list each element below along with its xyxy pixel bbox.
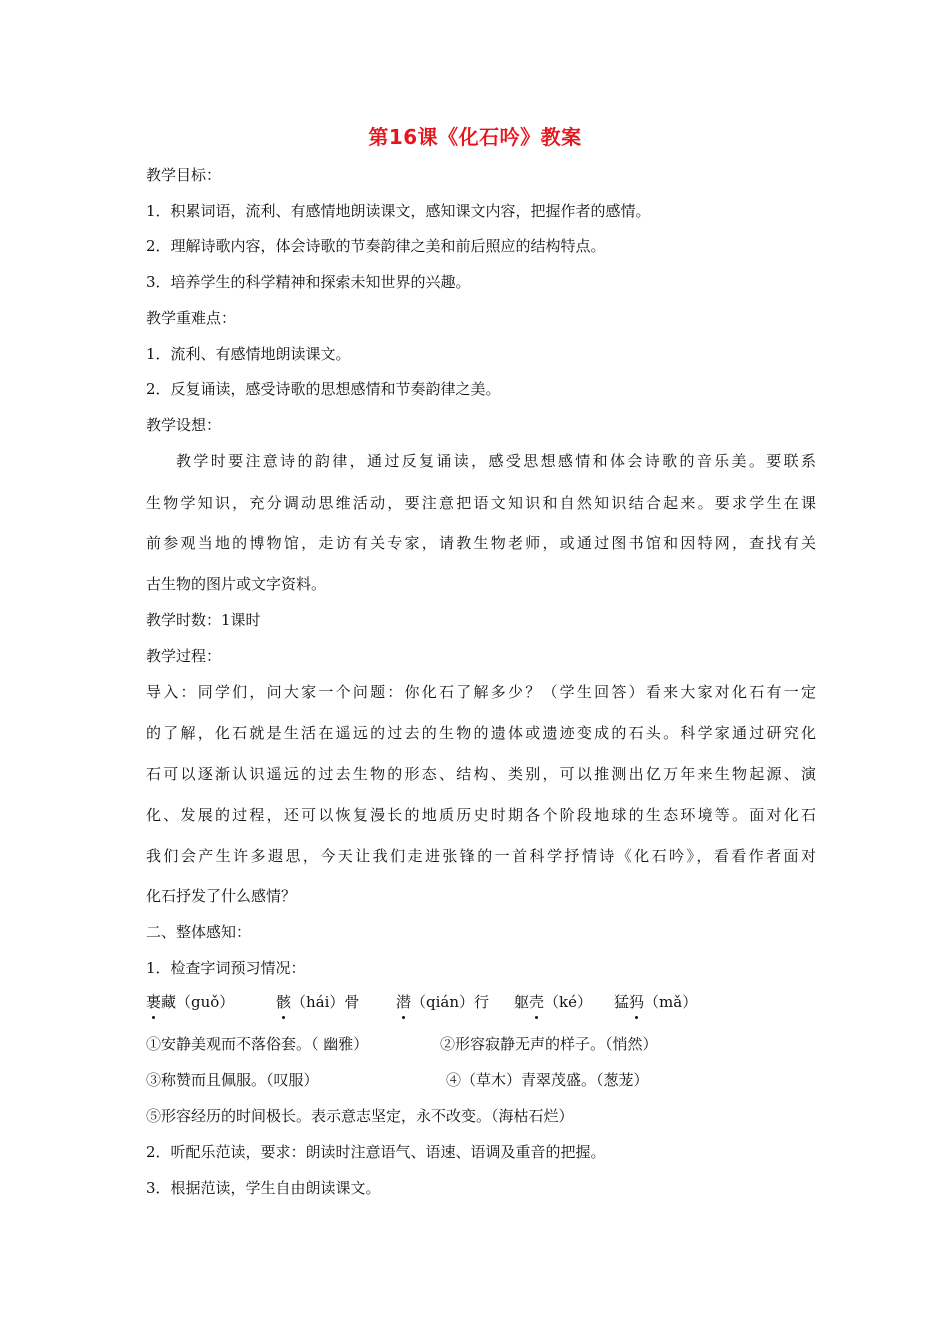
design-heading: 教学设想： [146, 416, 222, 434]
definition-item: ③称赞而且佩服。（叹服） [146, 1071, 319, 1089]
key-point-item: 1．流利、有感情地朗读课文。 [146, 345, 351, 363]
vocab-item: 裹藏（guǒ） [146, 993, 235, 1011]
step-1: 1．检查字词预习情况： [146, 959, 306, 977]
key-points-heading: 教学重难点： [146, 309, 237, 327]
goal-item: 2．理解诗歌内容，体会诗歌的节奏韵律之美和前后照应的结构特点。 [146, 237, 606, 255]
vocab-item: 猛犸（mǎ） [614, 993, 698, 1011]
definition-item: ②形容寂静无声的样子。（悄然） [440, 1035, 658, 1053]
definition-item: ⑤形容经历的时间极长。表示意志坚定，永不改变。（海枯石烂） [146, 1107, 574, 1125]
key-point-item: 2．反复诵读，感受诗歌的思想感情和节奏韵律之美。 [146, 380, 501, 398]
definition-item: ④（草木）青翠茂盛。（葱茏） [446, 1071, 649, 1089]
step-2: 2．听配乐范读，要求：朗读时注意语气、语速、语调及重音的把握。 [146, 1143, 606, 1161]
document-title: 第16课《化石吟》教案 [368, 125, 582, 149]
definition-item: ①安静美观而不落俗套。（ 幽雅） [146, 1035, 369, 1053]
goals-heading: 教学目标： [146, 166, 222, 184]
intro-paragraph-line: 化、发展的过程，还可以恢复漫长的地质历史时期各个阶段地球的生态环境等。面对化石 [146, 806, 816, 824]
intro-paragraph-line: 石可以逐渐认识遥远的过去生物的形态、结构、类别，可以推测出亿万年来生物起源、演 [146, 765, 816, 783]
emphasis-dot-char: 壳 [529, 993, 545, 1011]
design-paragraph-line: 前参观当地的博物馆，走访有关专家，请教生物老师，或通过图书馆和因特网，查找有关 [146, 534, 816, 552]
vocab-item: 躯壳（ké） [514, 993, 592, 1011]
overall-heading: 二、整体感知： [146, 923, 252, 941]
intro-paragraph-line: 的了解，化石就是生活在遥远的过去的生物的遗体或遗迹变成的石头。科学家通过研究化 [146, 724, 816, 742]
emphasis-dot-char: 骸 [276, 993, 292, 1011]
vocab-item: 潜（qián）行 [396, 993, 490, 1011]
goal-item: 3．培养学生的科学精神和探索未知世界的兴趣。 [146, 273, 471, 291]
emphasis-dot-char: 犸 [629, 993, 645, 1011]
vocab-item: 骸（hái）骨 [276, 993, 360, 1011]
design-paragraph-line: 古生物的图片或文字资料。 [146, 575, 327, 593]
goal-item: 1．积累词语，流利、有感情地朗读课文，感知课文内容，把握作者的感情。 [146, 202, 651, 220]
emphasis-dot-char: 裹 [146, 993, 162, 1011]
teaching-hours: 教学时数：1课时 [146, 611, 261, 629]
intro-paragraph-line: 化石抒发了什么感情？ [146, 887, 297, 905]
step-3: 3．根据范读，学生自由朗读课文。 [146, 1179, 381, 1197]
process-heading: 教学过程： [146, 647, 222, 665]
design-paragraph-line: 生物学知识，充分调动思维活动，要注意把语文知识和自然知识结合起来。要求学生在课 [146, 494, 816, 512]
intro-paragraph-line: 我们会产生许多遐思，今天让我们走进张锋的一首科学抒情诗《化石吟》，看看作者面对 [146, 847, 816, 865]
design-paragraph-line: 教学时要注意诗的韵律，通过反复诵读，感受思想感情和体会诗歌的音乐美。要联系 [176, 452, 816, 470]
intro-paragraph-line: 导入：同学们，问大家一个问题：你化石了解多少？（学生回答）看来大家对化石有一定 [146, 683, 816, 701]
emphasis-dot-char: 潜 [396, 993, 412, 1011]
